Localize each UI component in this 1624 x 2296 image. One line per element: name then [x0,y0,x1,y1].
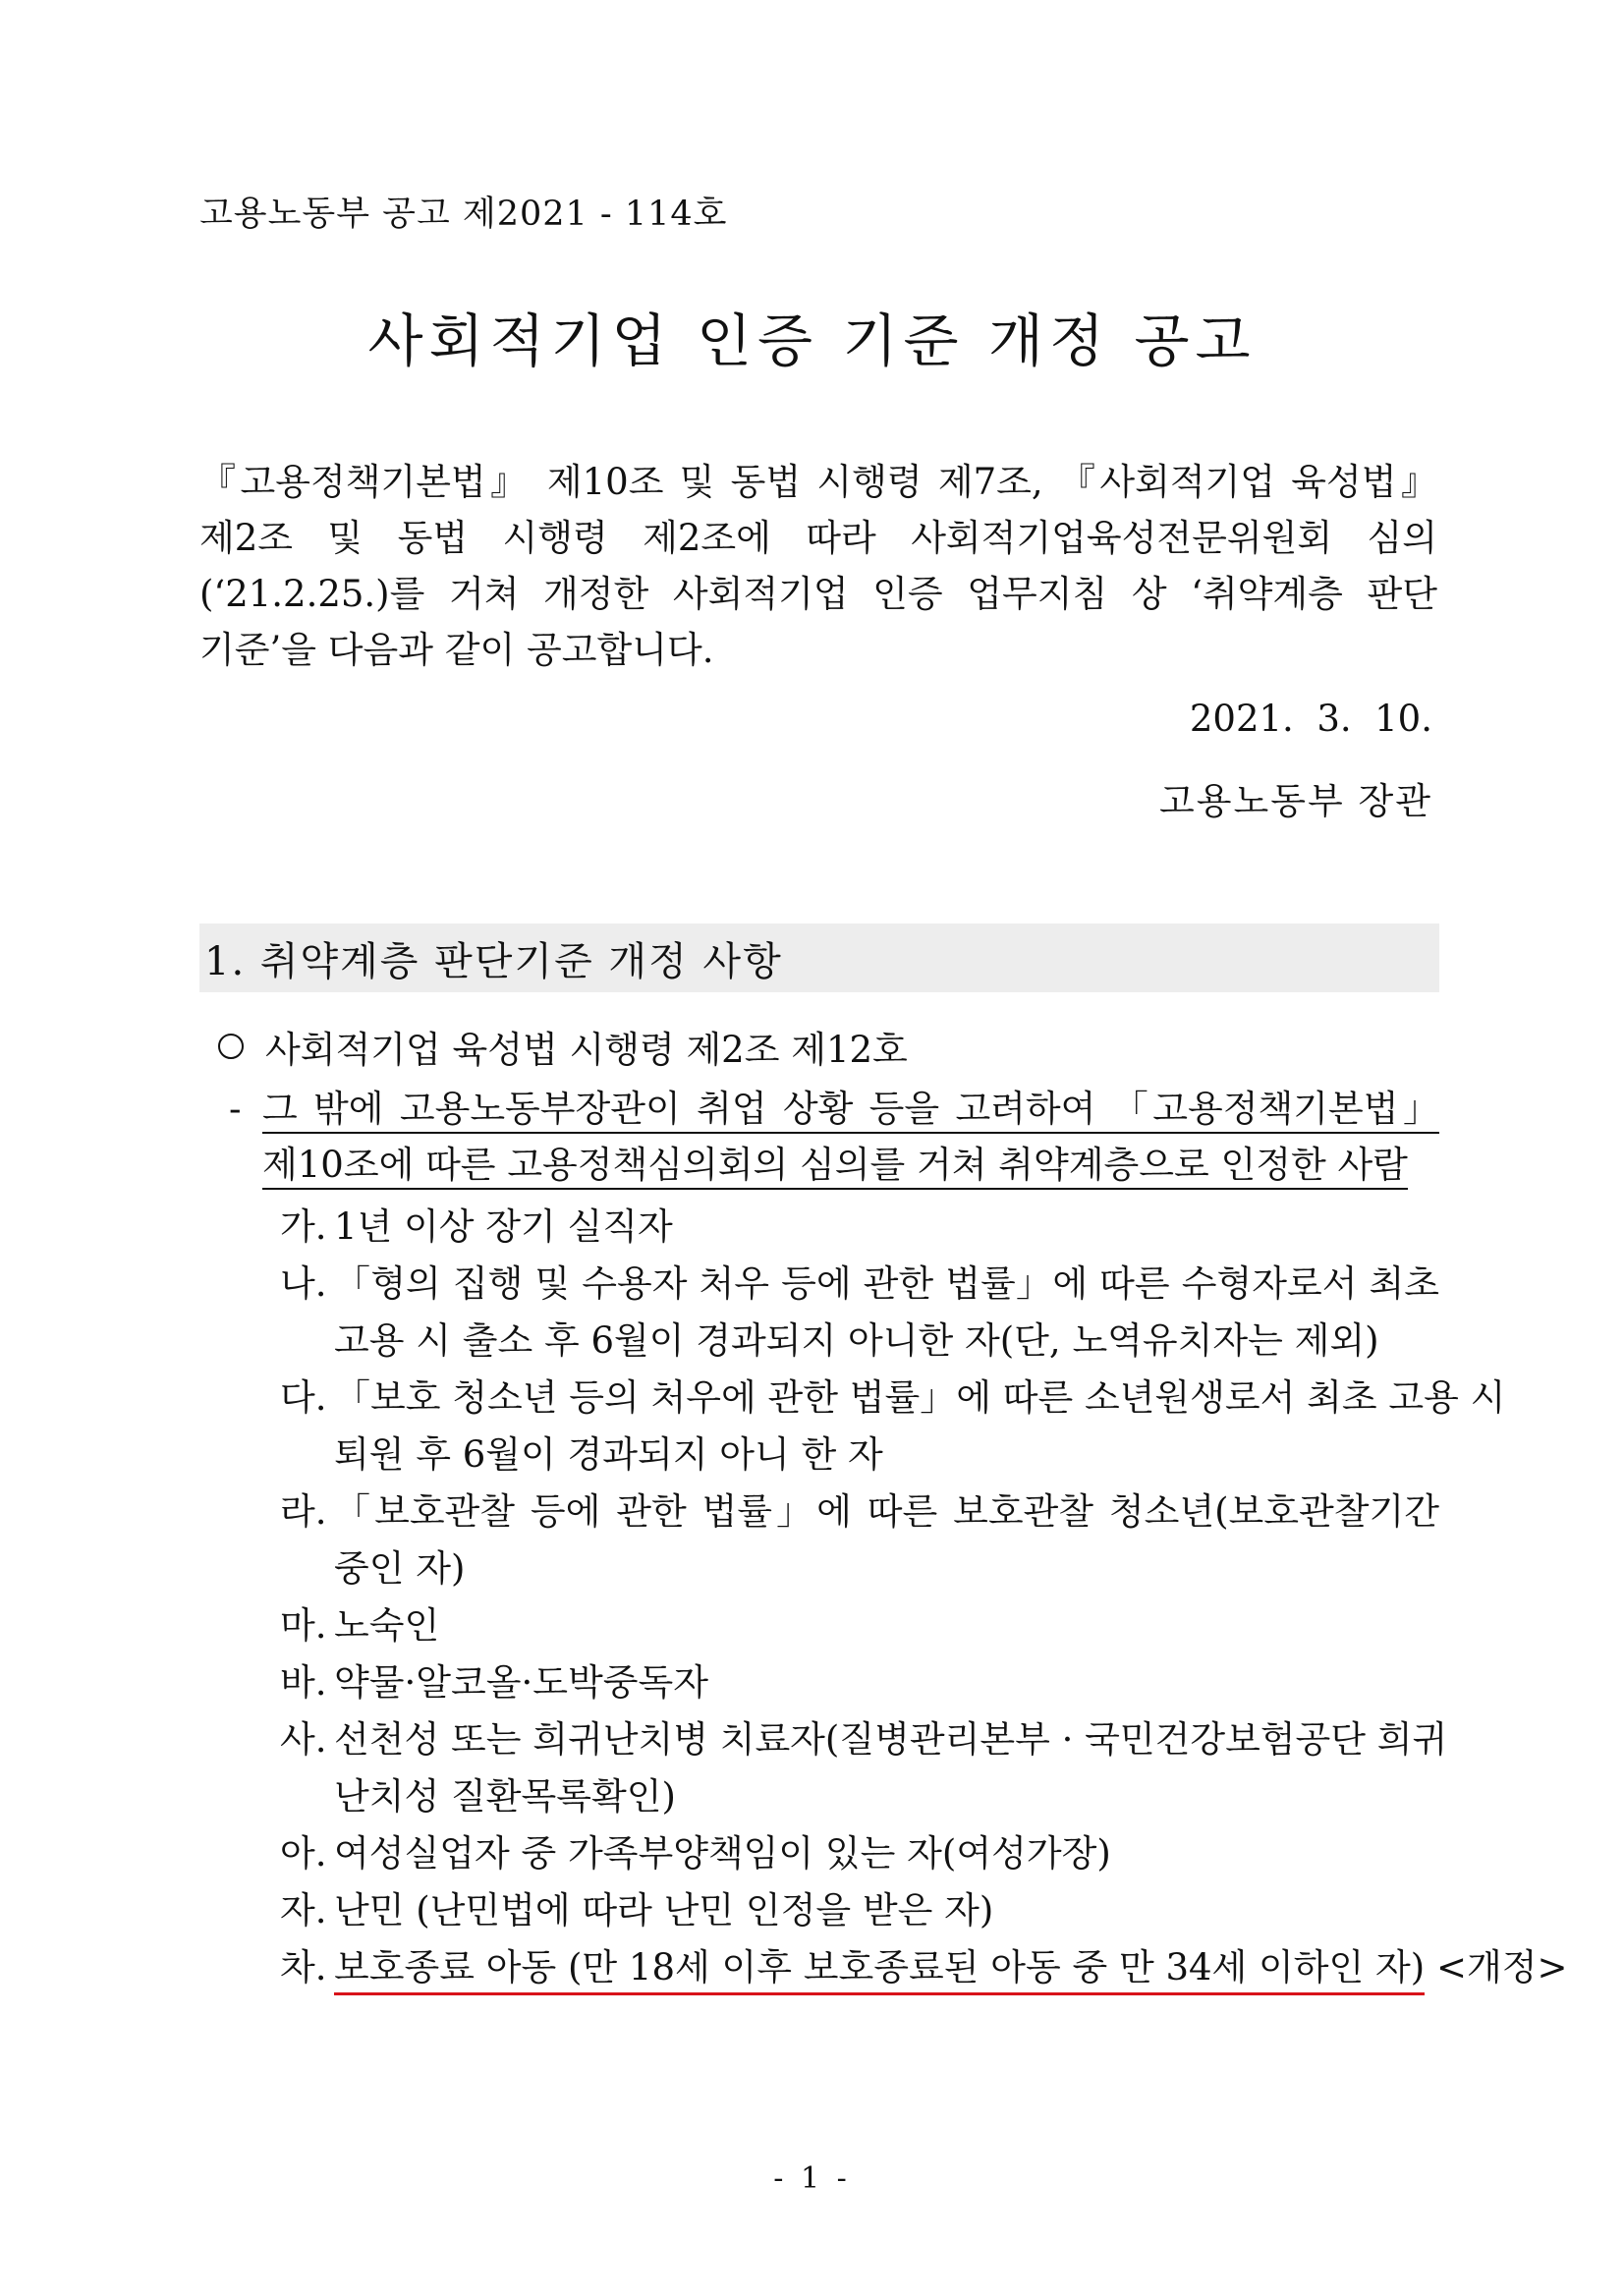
list-item [280,1199,1439,1256]
list-item [280,1654,1439,1711]
intro-line: (‘21.2.25.)를 거쳐 개정한 사회적기업 인증 업무지침 상 ‘취약계층 판단 [199,573,1437,615]
circle-bullet-icon [218,1034,244,1059]
intro-line: 『고용정책기본법』 제10조 및 동법 시행령 제7조, 『사회적기업 육성법』 [199,461,1437,503]
item-marker: 바. [280,1661,327,1704]
item-line: 노숙인 [334,1604,440,1647]
intro-line: 제2조 및 동법 시행령 제2조에 따라 사회적기업육성전문위원회 심의 [199,517,1437,559]
page-number: - 1 - [773,2161,851,2196]
page-title: 사회적기업 인증 기준 개정 공고 [367,308,1257,374]
revision-tag: <개정> [1425,1946,1568,1988]
dash-line [262,1137,1439,1193]
item-line: 퇴원 후 6월이 경과되지 아니 한 자 [334,1433,883,1476]
list-item [280,1825,1439,1882]
item-line: 1년 이상 장기 실직자 [334,1205,673,1248]
criteria-list [280,1199,1568,1996]
item-marker: 나. [280,1262,327,1305]
section-header [199,924,1439,992]
section-title: 1. 취약계층 판단기준 개정 사항 [204,938,783,984]
list-item [280,1370,1506,1484]
item-line: 약물·알코올·도박중독자 [334,1661,708,1704]
dash-line [262,1081,1439,1137]
item-marker: 사. [280,1718,327,1761]
underlined-text: 제10조에 따른 고용정책심의회의 심의를 거쳐 취약계층으로 인정한 사람 [262,1144,1408,1190]
item-marker: 마. [280,1604,327,1647]
item-line [334,1939,1568,1996]
subheading-text: 사회적기업 육성법 시행령 제2조 제12호 [265,1029,908,1071]
item-marker: 다. [280,1376,327,1419]
dash-item-body [262,1081,1439,1193]
list-item [280,1256,1439,1370]
item-marker: 자. [280,1889,327,1932]
notice-number: 고용노동부 공고 제2021 - 114호 [199,195,728,234]
item-marker: 라. [280,1490,327,1533]
list-item [280,1882,1439,1939]
issuer: 고용노동부 장관 [1159,780,1432,822]
underlined-text: 그 밖에 고용노동부장관이 취업 상황 등을 고려하여 「고용정책기본법」 [262,1088,1439,1134]
intro-line: 기준’을 다음과 같이 공고합니다. [199,629,714,671]
notice-date: 2021. 3. 10. [1189,698,1432,740]
item-line: 중인 자) [334,1547,466,1590]
item-line: 「보호관찰 등에 관한 법률」에 따른 보호관찰 청소년(보호관찰기간 [334,1490,1439,1533]
item-line: 「보호 청소년 등의 처우에 관한 법률」에 따른 소년원생로서 최초 고용 시 [334,1376,1506,1419]
list-item [280,1484,1439,1597]
list-item-revised [280,1939,1568,1996]
revised-text: 보호종료 아동 (만 18세 이후 보호종료된 아동 중 만 34세 이하인 자) [334,1946,1425,1995]
item-line: 선천성 또는 희귀난치병 치료자(질병관리본부 · 국민건강보험공단 희귀 [334,1718,1448,1761]
intro-paragraph [199,454,1437,678]
item-line: 난민 (난민법에 따라 난민 인정을 받은 자) [334,1889,994,1932]
item-line: 난치성 질환목록확인) [334,1775,676,1818]
item-line: 「형의 집행 및 수용자 처우 등에 관한 법률」에 따른 수형자로서 최초 [334,1262,1439,1305]
list-item [280,1711,1448,1825]
subheading [218,1020,908,1073]
item-marker: 차. [280,1946,327,1988]
list-item [280,1597,1439,1654]
dash-bullet: - [229,1088,242,1130]
item-line: 여성실업자 중 가족부양책임이 있는 자(여성가장) [334,1832,1111,1875]
item-line: 고용 시 출소 후 6월이 경과되지 아니한 자(단, 노역유치자는 제외) [334,1319,1379,1362]
item-marker: 아. [280,1832,327,1875]
item-marker: 가. [280,1205,327,1248]
